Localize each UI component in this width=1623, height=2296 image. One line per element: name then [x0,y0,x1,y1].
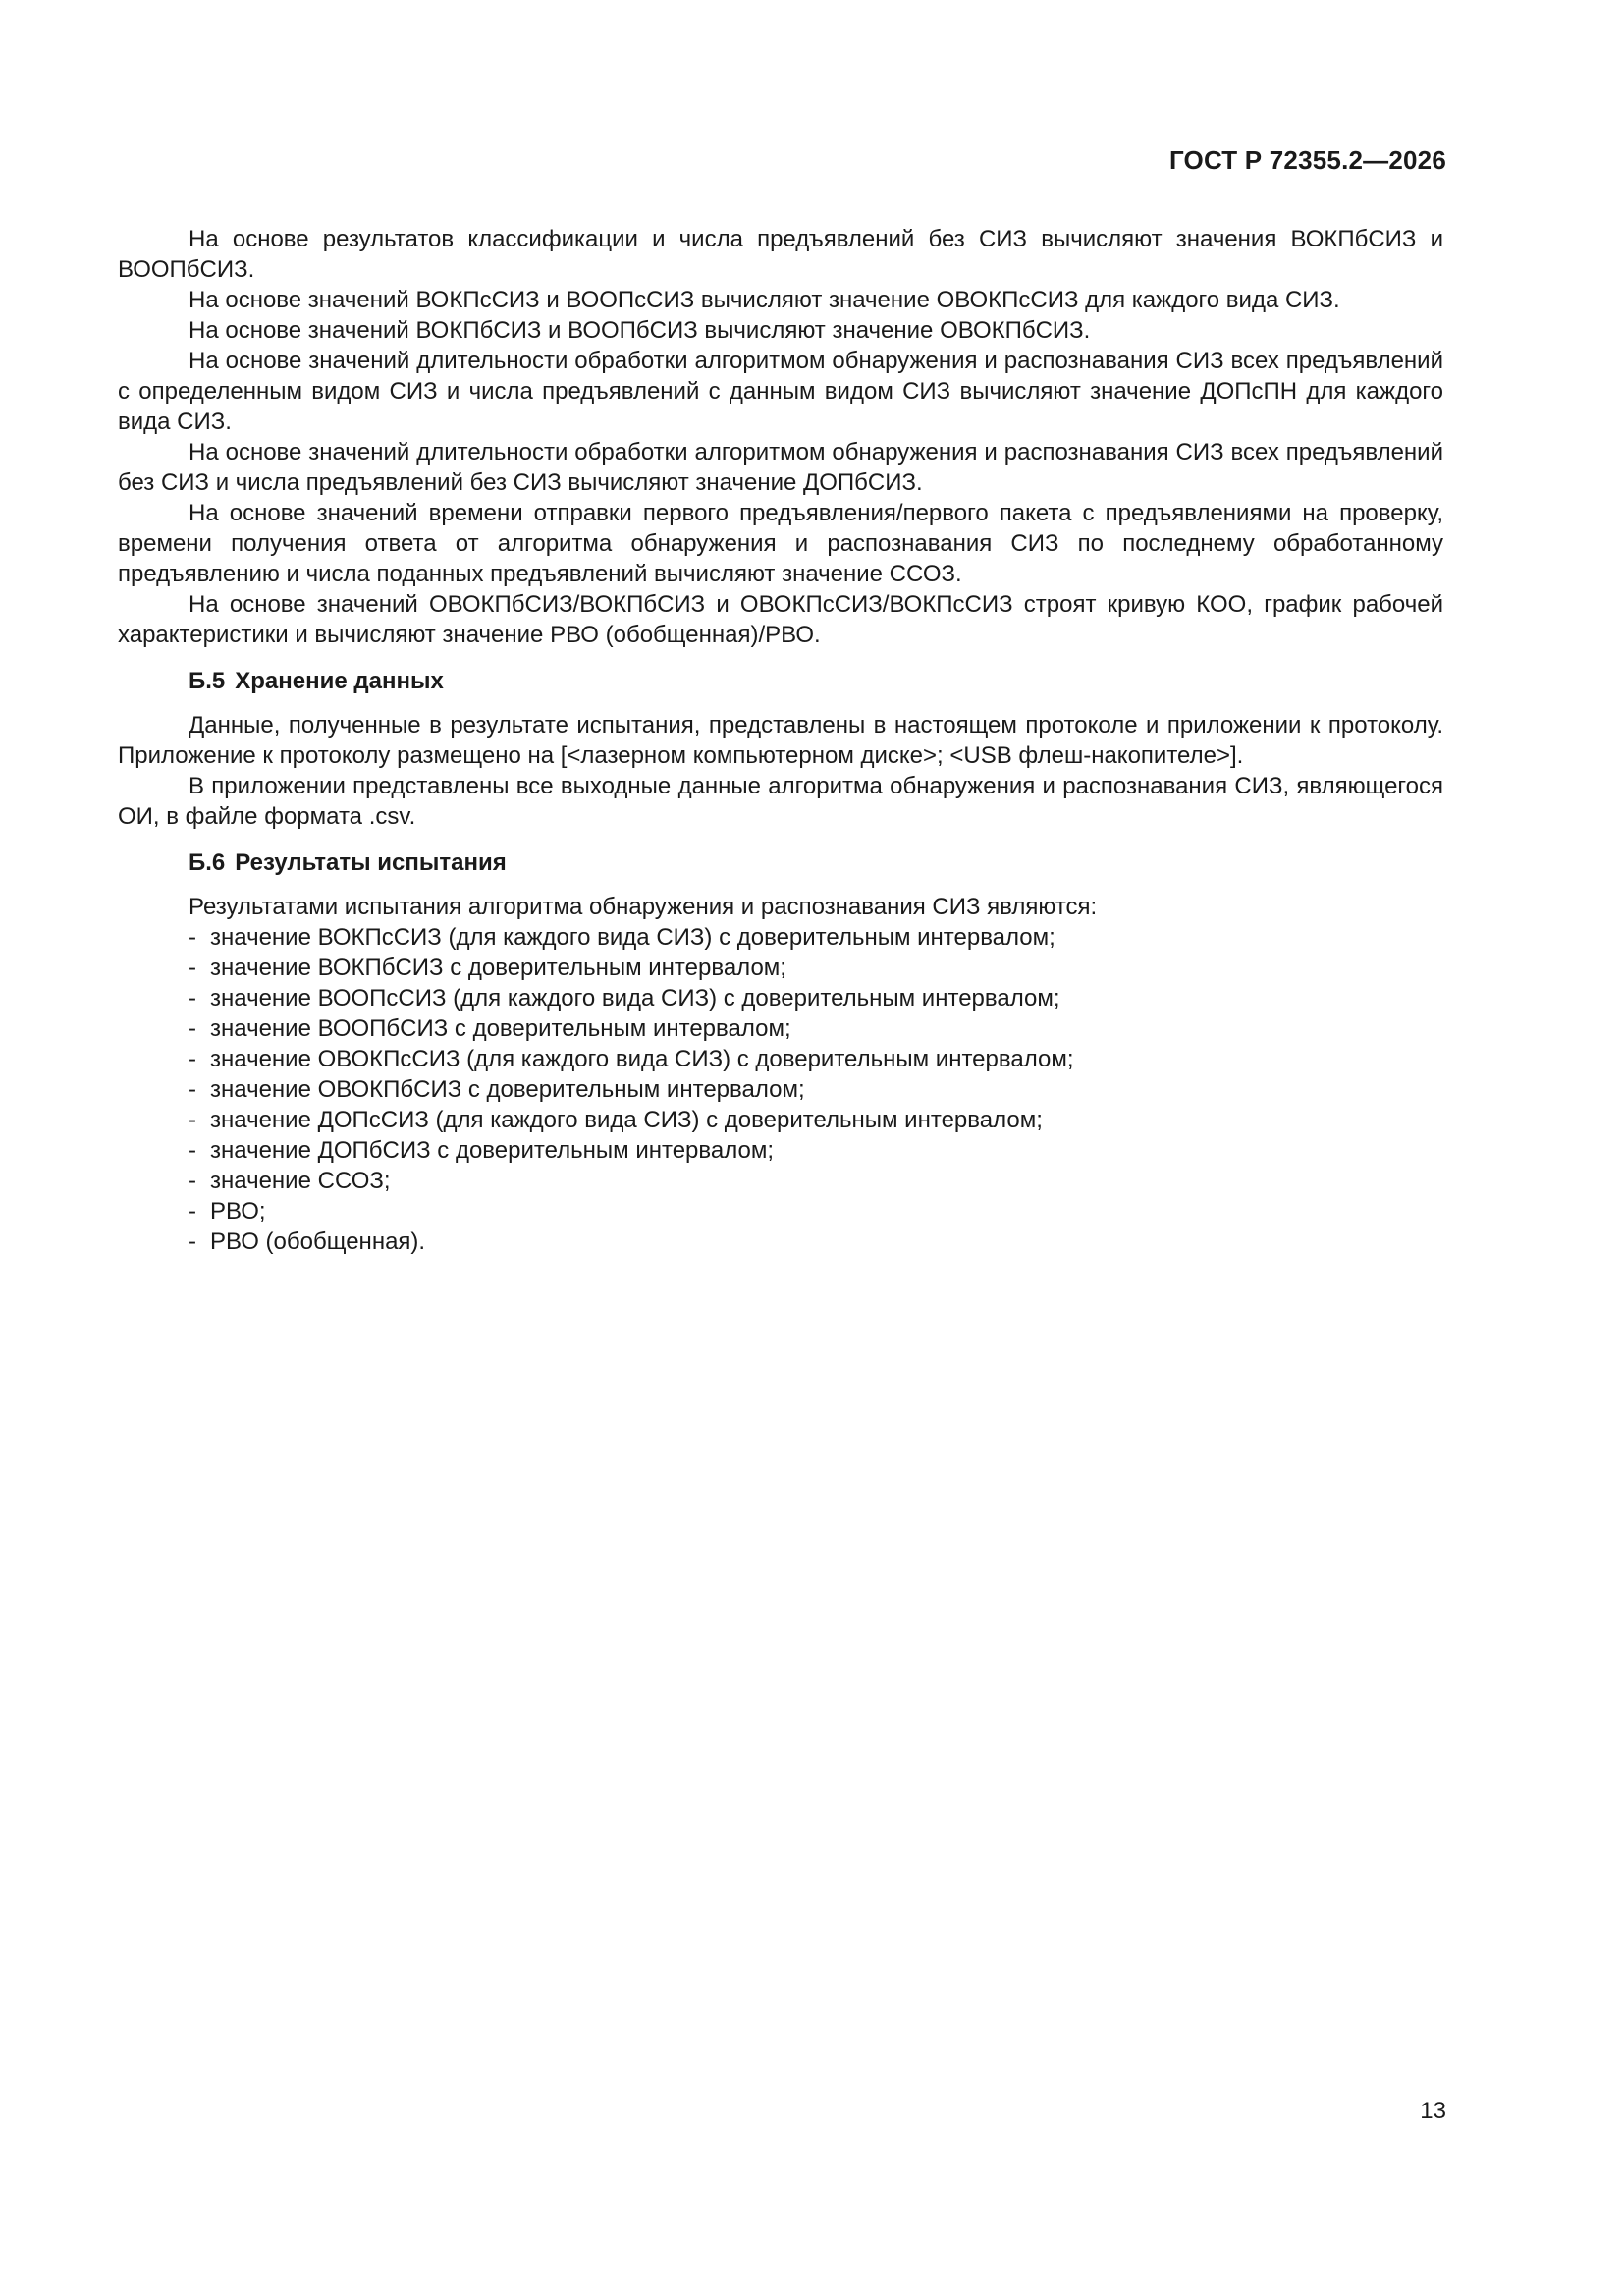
list-item: - РВО; [189,1196,1443,1227]
section-heading-b6 [118,847,1443,878]
section-title: Результаты испытания [235,849,507,876]
list-intro: Результатами испытания алгоритма обнаружения и распознавания СИЗ являются: [189,894,1098,920]
page-number: 13 [1420,2098,1446,2124]
list-item: - значение ВОКПсСИЗ (для каждого вида СИЗ) с доверительным интервалом; [189,922,1443,953]
paragraph: На основе значений ОВОКПбСИЗ/ВОКПбСИЗ и ОВОКПсСИЗ/ВОКПсСИЗ строят кривую КОО, график рабочей характеристики и вычисляют значение РВО (обобщенная)/РВО. [118,591,1443,648]
paragraph: На основе значений длительности обработки алгоритмом обнаружения и распознавания СИЗ всех предъявлений с определенным видом СИЗ и числа предъявлений с данным видом СИЗ вычисляют значение ДОПсПН для каждого вида СИЗ. [118,348,1443,435]
paragraph: На основе результатов классификации и числа предъявлений без СИЗ вычисляют значения ВОКПбСИЗ и ВООПбСИЗ. [118,226,1443,283]
document-code: ГОСТ Р 72355.2—2026 [1168,145,1446,175]
paragraph: На основе значений ВОКПбСИЗ и ВООПбСИЗ вычисляют значение ОВОКПбСИЗ. [189,317,1091,344]
paragraph: На основе значений ВОКПсСИЗ и ВООПсСИЗ вычисляют значение ОВОКПсСИЗ для каждого вида СИЗ. [189,287,1340,313]
list-item: - значение ВООПсСИЗ (для каждого вида СИЗ) с доверительным интервалом; [189,983,1443,1013]
section-heading-b5 [118,666,1443,696]
section-number: Б.5 [189,668,226,694]
section-title: Хранение данных [235,668,444,694]
results-list [118,922,1443,1257]
list-item: - значение ДОПсСИЗ (для каждого вида СИЗ) с доверительным интервалом; [189,1105,1443,1135]
page-content [118,224,1443,1257]
paragraph: На основе значений длительности обработки алгоритмом обнаружения и распознавания СИЗ всех предъявлений без СИЗ и числа предъявлений без СИЗ вычисляют значение ДОПбСИЗ. [118,439,1443,496]
list-item: - РВО (обобщенная). [189,1227,1443,1257]
section-number: Б.6 [189,849,226,876]
list-item: - значение ССОЗ; [189,1166,1443,1196]
paragraph: Данные, полученные в результате испытания, представлены в настоящем протоколе и приложении к протоколу. Приложение к протоколу размещено на [<лазерном компьютерном диске>; <USB флеш-накопителе>]. [118,712,1443,769]
list-item: - значение ВООПбСИЗ с доверительным интервалом; [189,1013,1443,1044]
list-item: - значение ВОКПбСИЗ с доверительным интервалом; [189,953,1443,983]
paragraph: На основе значений времени отправки первого предъявления/первого пакета с предъявлениями на проверку, времени получения ответа от алгоритма обнаружения и распознавания СИЗ по последнему обработанному предъявлению и числа поданных предъявлений вычисляют значение ССОЗ. [118,500,1443,587]
list-item: - значение ОВОКПбСИЗ с доверительным интервалом; [189,1074,1443,1105]
list-item: - значение ОВОКПсСИЗ (для каждого вида СИЗ) с доверительным интервалом; [189,1044,1443,1074]
paragraph: В приложении представлены все выходные данные алгоритма обнаружения и распознавания СИЗ, являющегося ОИ, в файле формата .csv. [118,773,1443,830]
list-item: - значение ДОПбСИЗ с доверительным интервалом; [189,1135,1443,1166]
